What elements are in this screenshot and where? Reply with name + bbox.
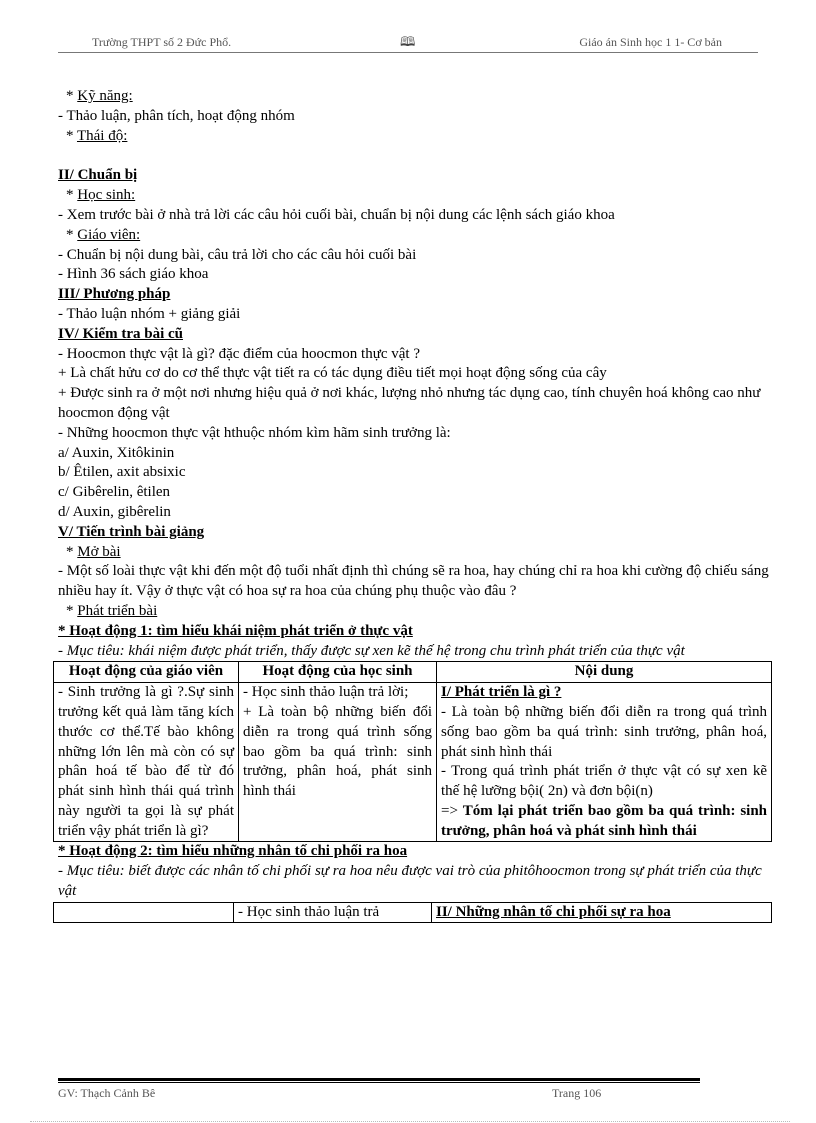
document-body xyxy=(58,87,770,923)
content-para-2: - Trong quá trình phát triển ở thực vật có sự xen kẽ thế hệ lưỡng bội( 2n) và đơn bội(n) xyxy=(441,763,767,800)
option-a: a/ Auxin, Xitôkinin xyxy=(58,444,175,461)
skill-heading: * Kỹ năng: xyxy=(66,88,133,104)
development-heading: * Phát triển bài xyxy=(66,602,158,619)
teacher-heading: * Giáo viên: xyxy=(66,226,141,243)
review-question: - Hoocmon thực vật là gì? đặc điểm của hoocmon thực vật ? xyxy=(58,345,420,362)
table-row xyxy=(54,902,772,922)
student-heading: * Học sinh: xyxy=(66,187,136,204)
book-icon: 🕮 xyxy=(400,34,416,49)
content-title: I/ Phát triển là gì ? xyxy=(441,684,562,701)
section-preparation: II/ Chuẩn bị xyxy=(58,167,138,184)
teacher-activity-cell: - Sinh trưởng là gì ?.Sự sinh trưởng kết quả làm tăng kích thước cơ thể.Tế bào không những lớn lên mà còn có sự phân hoá tế bào để từ đó phát sinh hình thái quá trình này người ta gọi là sự phát triển vậy phát triển là gì? xyxy=(54,683,239,842)
student-activity-cell: - Học sinh thảo luận trả xyxy=(234,902,432,922)
activity-2-table xyxy=(53,902,772,923)
activity-1-goal: - Mục tiêu: khái niệm được phát triển, thấy được sự xen kẽ thế hệ trong chu trình phát triển của thực vật xyxy=(58,642,685,659)
content-para-1: - Là toàn bộ những biến đổi diễn ra trong quá trình sống bao gồm ba quá trình: sinh trưởng, phân hoá, phát sinh hình thái xyxy=(441,703,767,760)
option-d: d/ Auxin, gibêrelin xyxy=(58,503,171,520)
activity-1-table xyxy=(53,661,772,842)
activity-1-title: * Hoạt động 1: tìm hiểu khái niệm phát triển ở thực vật xyxy=(58,622,413,639)
activity-2-goal: - Mục tiêu: biết được các nhân tố chi phối sự ra hoa nêu được vai trò của phitôhoocmon trong sự phát triển của thực vật xyxy=(58,863,762,900)
footer-divider-thin xyxy=(58,1082,700,1083)
page-header xyxy=(58,34,758,53)
skill-line: - Thảo luận, phân tích, hoạt động nhóm xyxy=(58,107,295,124)
header-school: Trường THPT số 2 Đức Phổ. xyxy=(92,35,232,49)
review-answer-1: + Là chất hửu cơ do cơ thể thực vật tiết ra có tác dụng điều tiết mọi hoạt động sống của cây xyxy=(58,365,607,382)
activity-2-title: * Hoạt động 2: tìm hiểu những nhân tố chi phối ra hoa xyxy=(58,843,408,860)
footer-divider-thick xyxy=(58,1078,700,1081)
content-cell xyxy=(437,683,772,842)
table-row xyxy=(54,683,772,842)
table-header-row xyxy=(54,662,772,683)
section-review: IV/ Kiểm tra bài cũ xyxy=(58,325,183,342)
footer-page-number: Trang 106 xyxy=(552,1086,602,1100)
intro-heading: * Mở bài xyxy=(66,543,121,560)
col-header-teacher: Hoạt động của giáo viên xyxy=(54,662,239,683)
content-conclusion: => Tóm lại phát triển bao gồm ba quá trình: sinh trưởng, phân hoá và phát sinh hình thái xyxy=(441,802,768,839)
section-method: III/ Phương pháp xyxy=(58,286,171,303)
student-prep: - Xem trước bài ở nhà trả lời các câu hỏi cuối bài, chuẩn bị nội dung các lệnh sách giáo khoa xyxy=(58,206,615,223)
intro-text: - Một số loài thực vật khi đến một độ tuổi nhất định thì chúng sẽ ra hoa, hay chúng chỉ ra hoa khi cường độ chiếu sáng nhiều hay ít. Vậy ở thực vật có hoa sự ra hoa của chúng phụ thuộc vào đâu ? xyxy=(58,563,769,600)
review-question-2: - Những hoocmon thực vật hthuộc nhóm kìm hãm sinh trưởng là: xyxy=(58,424,451,441)
option-b: b/ Êtilen, axit absixic xyxy=(58,464,186,481)
review-answer-2: + Được sinh ra ở một nơi nhưng hiệu quả ở nơi khác, lượng nhỏ nhưng tác dụng cao, tính chuyên hoá không cao như hoocmon động vật xyxy=(58,385,761,421)
method-line: - Thảo luận nhóm + giảng giải xyxy=(58,305,241,322)
section-lesson-progress: V/ Tiến trình bài giảng xyxy=(58,523,205,540)
student-activity-cell: - Học sinh thảo luận trả lời; + Là toàn bộ những biến đổi diễn ra trong quá trình sống bao gồm ba quá trình: sinh trưởng, phân hoá, phát sinh hình thái xyxy=(239,683,437,842)
content-title: II/ Những nhân tố chi phối sự ra hoa xyxy=(432,902,772,922)
teacher-prep-1: - Chuẩn bị nội dung bài, câu trả lời cho các câu hỏi cuối bài xyxy=(58,246,417,263)
page-bottom-border xyxy=(30,1121,790,1122)
attitude-heading: * Thái độ: xyxy=(66,127,128,144)
footer-teacher: GV: Thạch Cảnh Bê xyxy=(58,1086,156,1100)
col-header-content: Nội dung xyxy=(437,662,772,683)
option-c: c/ Gibêrelin, êtilen xyxy=(58,484,171,501)
teacher-activity-cell xyxy=(54,902,234,922)
teacher-prep-2: - Hình 36 sách giáo khoa xyxy=(58,266,209,283)
col-header-student: Hoạt động của học sinh xyxy=(239,662,437,683)
header-subject: Giáo án Sinh học 1 1- Cơ bản xyxy=(579,35,722,49)
